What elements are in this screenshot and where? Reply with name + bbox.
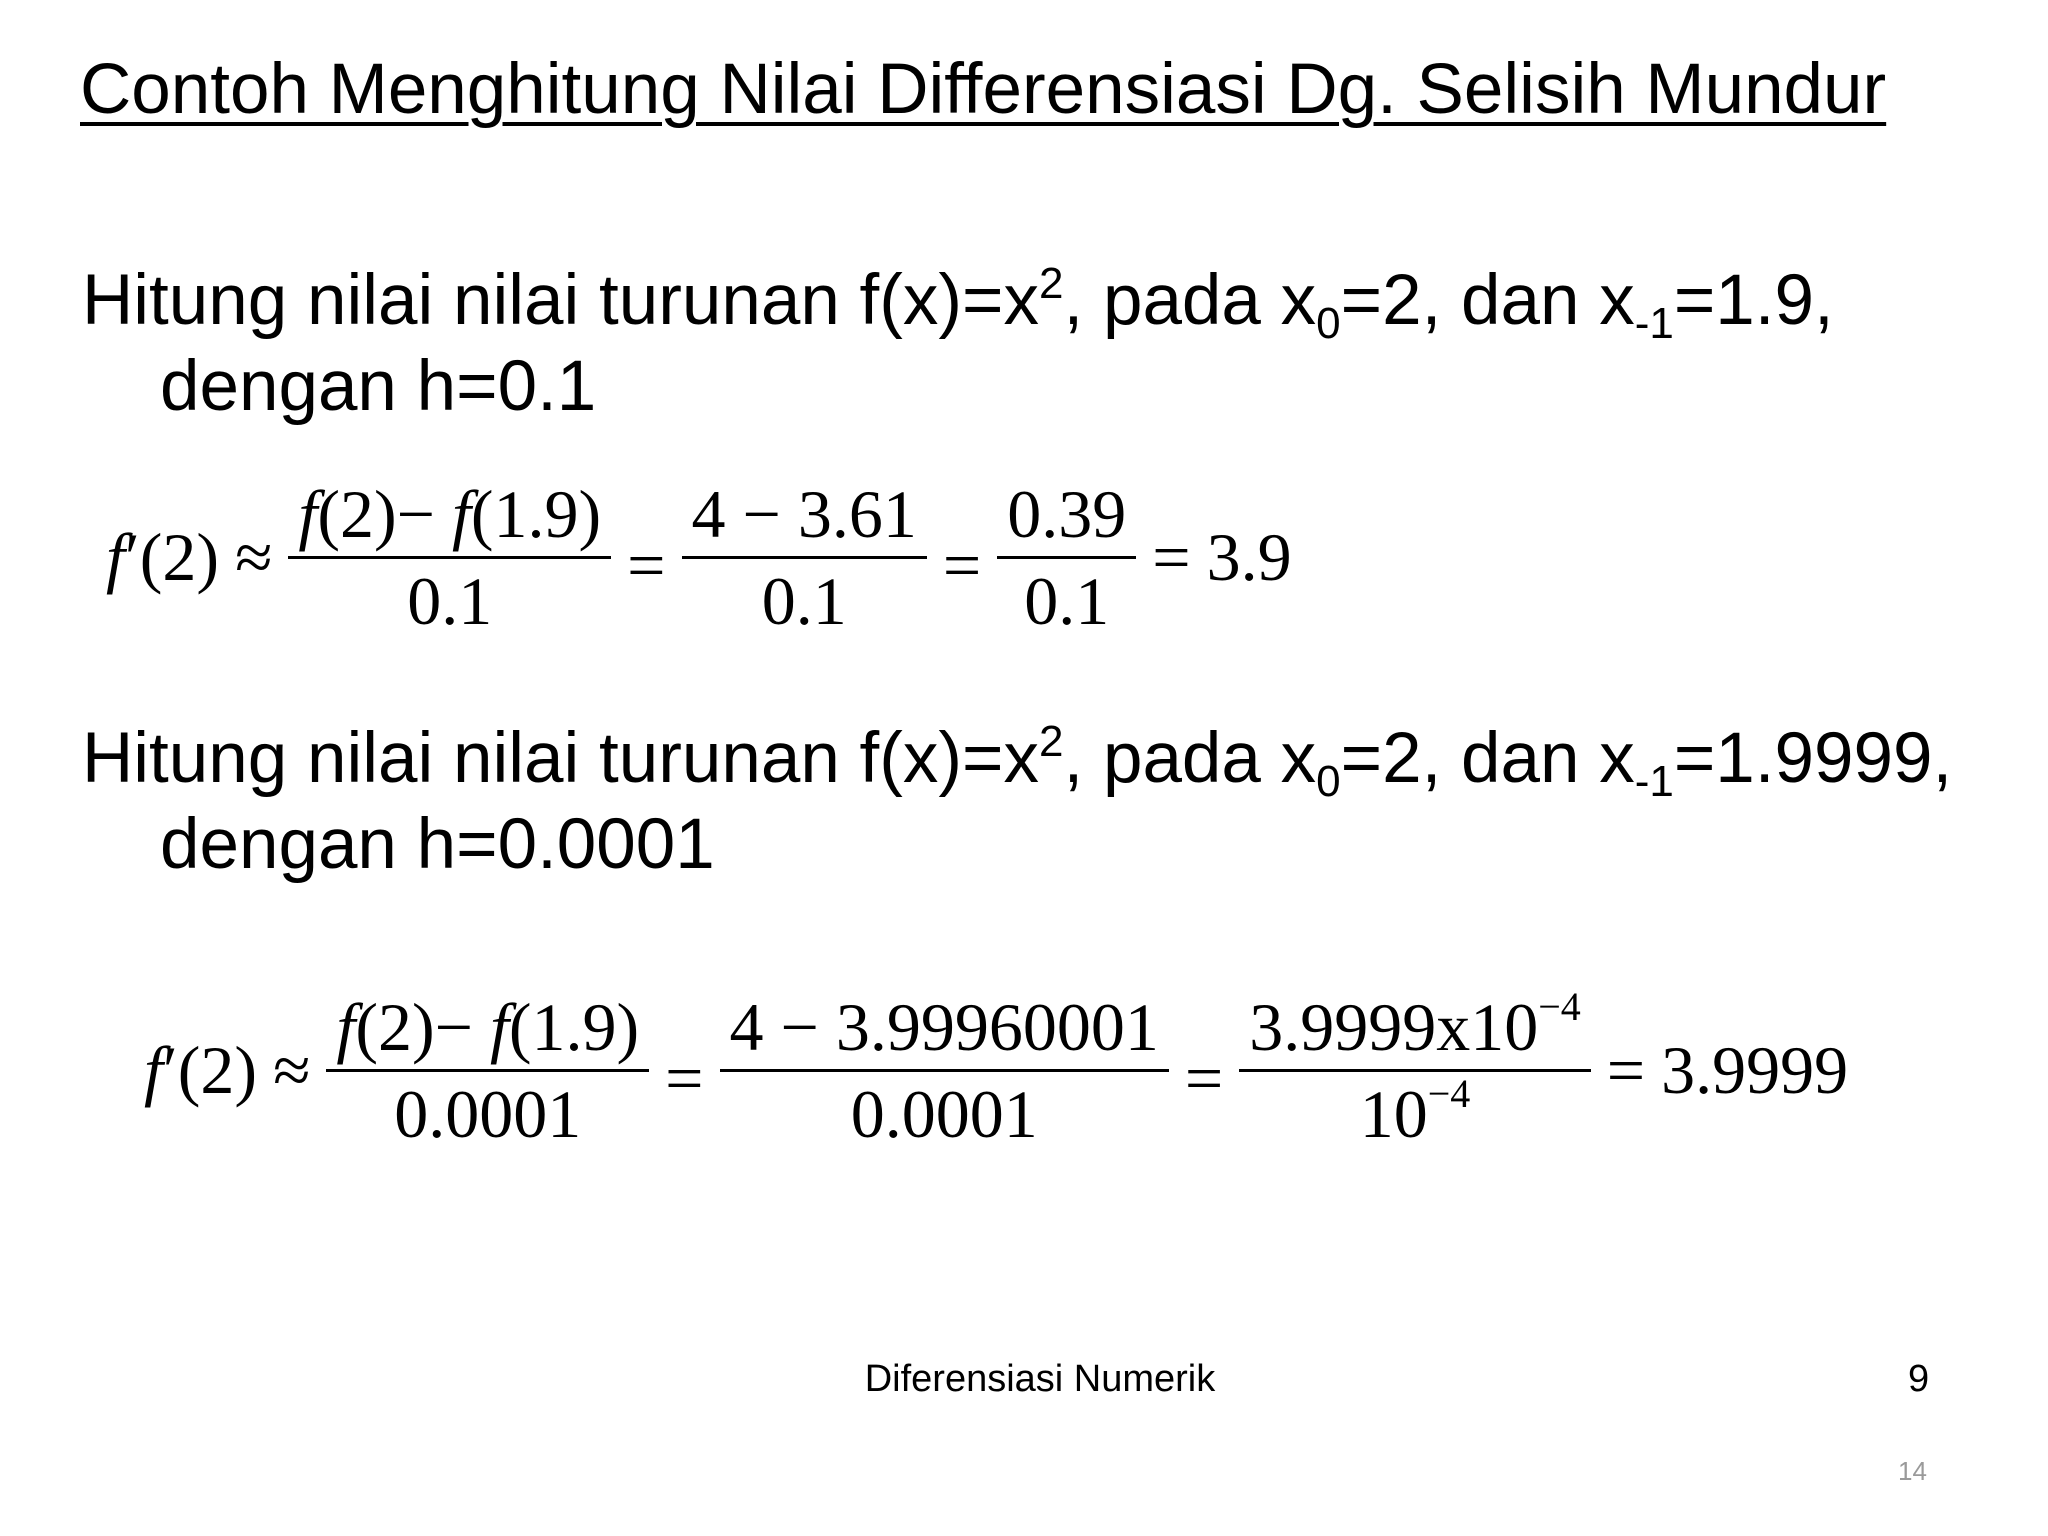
equation-2-fraction-1 [326,985,649,1156]
fraction-numerator [288,472,611,556]
numerator-part: (1.9) [508,989,640,1065]
equation-1-result: 3.9 [1206,519,1292,595]
problem-2-text-c: =2, dan x [1340,719,1635,798]
equals-sign: = [1152,519,1191,595]
problem-1-text-b: , pada x [1063,261,1317,340]
fraction-numerator: 4 − 3.99960001 [729,989,1159,1065]
problem-1-text-c: =2, dan x [1340,261,1635,340]
equation-1-fraction-2 [682,472,927,643]
fraction-denominator [1350,1072,1481,1156]
numerator-base: 3.9999x10 [1249,989,1539,1065]
slide-title: Contoh Menghitung Nilai Differensiasi Dg. Selisih Mundur [80,50,1887,129]
numerator-part: (2)− [355,989,490,1065]
fraction-numerator: 4 − 3.61 [691,476,917,552]
fn-symbol: f [298,476,318,552]
problem-1-text-d: =1.9, [1673,261,1834,340]
equation-1-fraction-1 [288,472,611,643]
fraction-denominator: 0.1 [1024,563,1110,639]
problem-2-text-d: =1.9999, [1673,719,1953,798]
equation-1-lhs [100,518,225,597]
equation-2-lhs-fn: f [144,1032,163,1108]
denominator-exponent: −4 [1427,1071,1471,1116]
approx-sign: ≈ [273,1032,311,1108]
equals-sign: = [627,527,666,603]
problem-2-sub-x0: 0 [1316,757,1341,806]
fn-symbol: f [451,476,471,552]
problem-2-text-b: , pada x [1063,719,1317,798]
equation-1-fraction-3 [997,472,1136,643]
equation-2 [138,985,1854,1156]
problem-1-sub-x0: 0 [1316,299,1341,348]
equation-1-lhs-fn: f [106,519,125,595]
problem-2-text-a: Hitung nilai nilai turunan f(x)=x [82,719,1040,798]
problem-2-exponent: 2 [1039,717,1064,766]
page-number: 9 [1908,1358,1930,1400]
equals-sign: = [942,527,982,603]
problem-1-exponent: 2 [1039,259,1064,308]
problem-statement-2 [82,716,1952,888]
fraction-denominator: 0.0001 [394,1076,582,1152]
equation-2-fraction-2 [720,985,1169,1156]
equals-sign: = [1184,1040,1224,1116]
fraction-denominator: 0.0001 [850,1076,1038,1152]
approx-sign: ≈ [235,519,273,595]
problem-statement-1 [82,258,1834,430]
problem-1-text-a: Hitung nilai nilai turunan f(x)=x [82,261,1040,340]
numerator-part: (1.9) [470,476,602,552]
numerator-part: (2)− [317,476,452,552]
problem-2-sub-xm1: -1 [1634,757,1674,806]
footer-title: Diferensiasi Numerik [864,1358,1216,1400]
problem-1-line-2: dengan h=0.1 [160,347,597,426]
equation-2-lhs-arg: ′(2) [162,1032,258,1108]
fraction-denominator: 0.1 [761,563,847,639]
numerator-exponent: −4 [1538,984,1581,1029]
fraction-numerator [1239,985,1591,1069]
equals-sign: = [665,1040,704,1116]
corner-slide-number: 14 [1898,1456,1927,1486]
fraction-denominator: 0.1 [407,563,493,639]
equation-1 [100,472,1298,643]
problem-1-sub-xm1: -1 [1634,299,1674,348]
fn-symbol: f [489,989,509,1065]
fn-symbol: f [336,989,356,1065]
equation-2-fraction-3 [1239,985,1591,1156]
equation-2-result: 3.9999 [1661,1032,1849,1108]
equation-2-lhs [138,1031,263,1110]
equation-1-lhs-arg: ′(2) [124,519,220,595]
problem-2-line-2: dengan h=0.0001 [160,805,715,884]
fraction-numerator: 0.39 [1007,476,1127,552]
equals-sign: = [1606,1032,1646,1108]
fraction-numerator [326,985,649,1069]
denominator-base: 10 [1359,1076,1428,1152]
